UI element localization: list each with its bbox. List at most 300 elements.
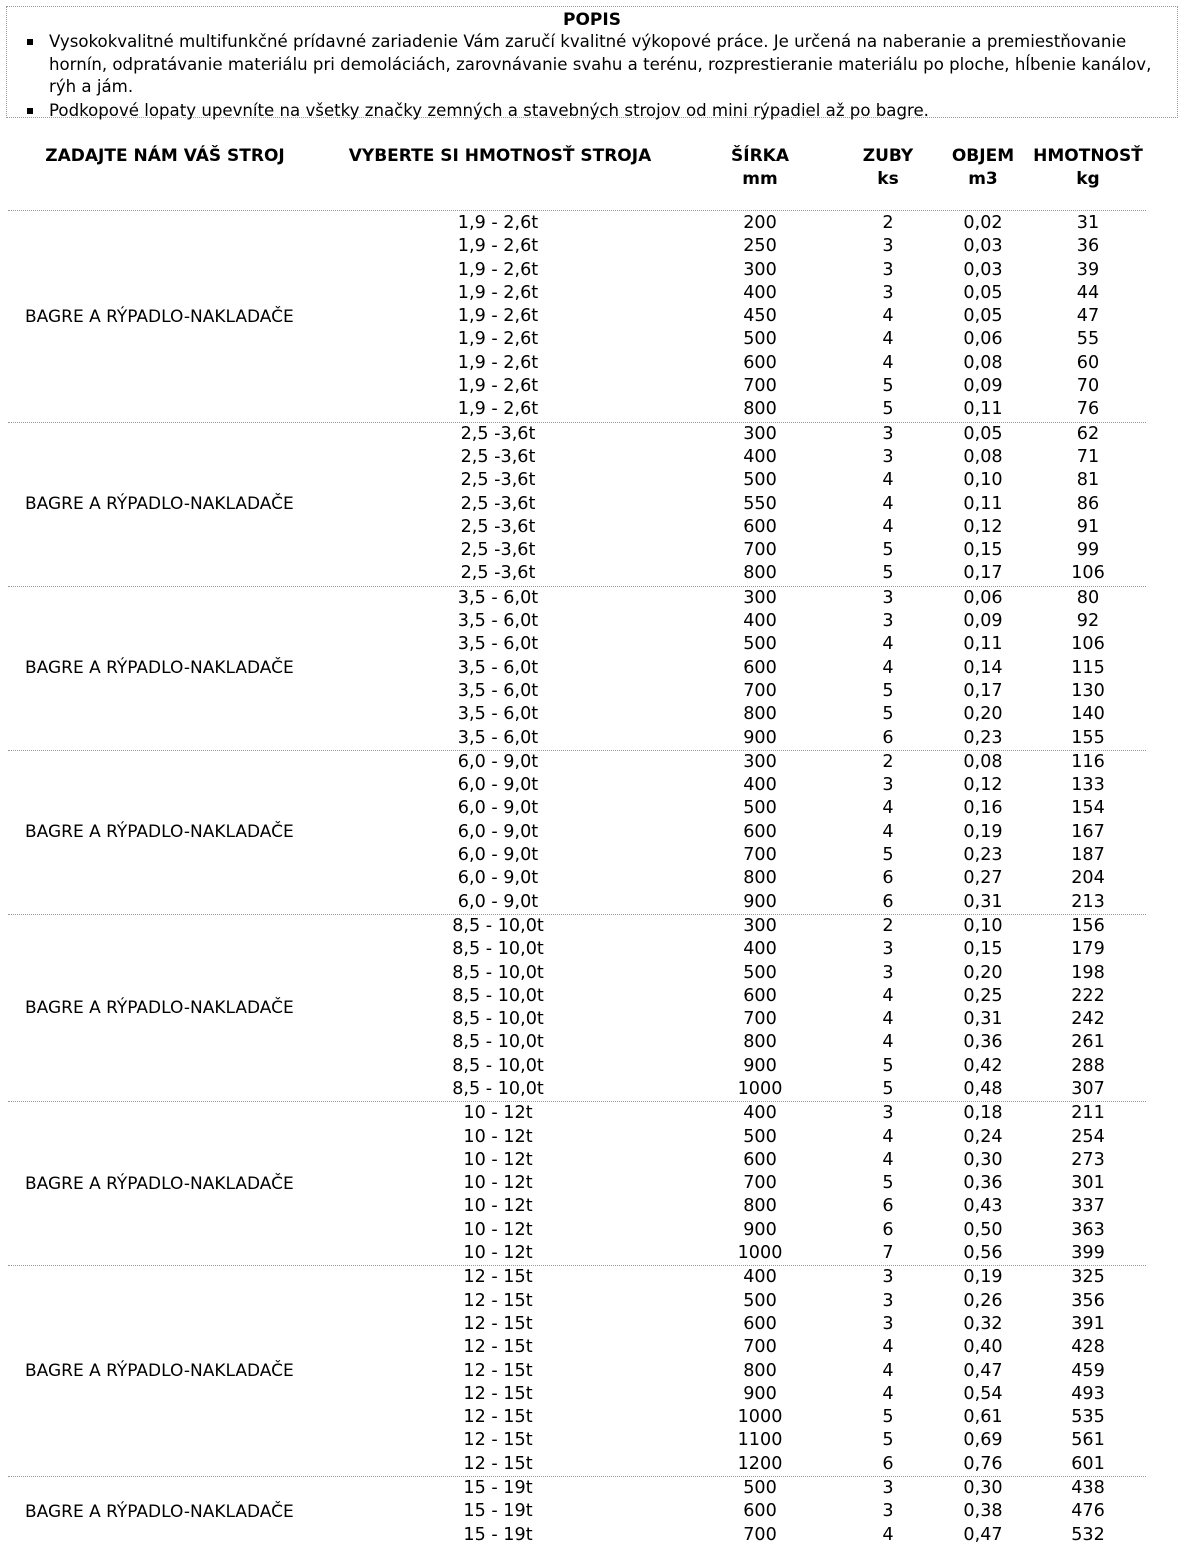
machine-label: BAGRE A RÝPADLO-NAKLADAČE — [25, 1501, 294, 1522]
teeth-cell: 4 — [882, 985, 894, 1006]
table-row — [8, 516, 1146, 539]
table-row — [8, 938, 1146, 961]
teeth-cell: 3 — [882, 1290, 894, 1311]
mass-cell: 106 — [1071, 634, 1105, 655]
table-row — [8, 1102, 1146, 1125]
mass-cell: 438 — [1071, 1478, 1105, 1499]
teeth-cell: 3 — [882, 939, 894, 960]
table-row — [8, 1149, 1146, 1172]
volume-cell: 0,36 — [963, 1032, 1003, 1053]
volume-cell: 0,61 — [963, 1407, 1003, 1428]
weight-cell: 12 - 15t — [463, 1407, 533, 1428]
volume-cell: 0,19 — [963, 1267, 1003, 1288]
volume-cell: 0,42 — [963, 1055, 1003, 1076]
weight-cell: 3,5 - 6,0t — [457, 727, 539, 748]
width-cell: 300 — [743, 259, 777, 280]
weight-cell: 12 - 15t — [463, 1337, 533, 1358]
width-cell: 400 — [743, 282, 777, 303]
volume-cell: 0,31 — [963, 891, 1003, 912]
table-row — [8, 1524, 1146, 1547]
volume-cell: 0,15 — [963, 939, 1003, 960]
mass-cell: 99 — [1076, 540, 1100, 561]
machine-group — [8, 1101, 1146, 1265]
weight-cell: 8,5 - 10,0t — [452, 939, 544, 960]
description-box — [6, 6, 1178, 118]
table-row — [8, 774, 1146, 797]
mass-cell: 532 — [1071, 1524, 1105, 1545]
table-row — [8, 1406, 1146, 1429]
weight-cell: 3,5 - 6,0t — [457, 657, 539, 678]
square-bullet-icon — [27, 39, 33, 45]
teeth-cell: 2 — [882, 915, 894, 936]
teeth-cell: 4 — [882, 1149, 894, 1170]
teeth-cell: 4 — [882, 1360, 894, 1381]
volume-cell: 0,56 — [963, 1243, 1003, 1264]
volume-cell: 0,26 — [963, 1290, 1003, 1311]
volume-cell: 0,05 — [963, 423, 1003, 444]
width-cell: 1100 — [737, 1430, 783, 1451]
mass-cell: 254 — [1071, 1126, 1105, 1147]
teeth-cell: 4 — [882, 798, 894, 819]
volume-cell: 0,12 — [963, 516, 1003, 537]
width-cell: 700 — [743, 1337, 777, 1358]
volume-cell: 0,11 — [963, 634, 1003, 655]
weight-cell: 8,5 - 10,0t — [452, 1009, 544, 1030]
teeth-cell: 4 — [882, 329, 894, 350]
table-row — [8, 915, 1146, 938]
table-row — [8, 352, 1146, 375]
weight-cell: 10 - 12t — [463, 1103, 533, 1124]
volume-cell: 0,03 — [963, 236, 1003, 257]
machine-group — [8, 750, 1146, 914]
table-row — [8, 539, 1146, 562]
weight-cell: 1,9 - 2,6t — [457, 329, 539, 350]
weight-cell: 1,9 - 2,6t — [457, 376, 539, 397]
volume-cell: 0,30 — [963, 1149, 1003, 1170]
volume-cell: 0,50 — [963, 1219, 1003, 1240]
teeth-cell: 5 — [882, 680, 894, 701]
teeth-cell: 4 — [882, 634, 894, 655]
mass-cell: 301 — [1071, 1173, 1105, 1194]
mass-cell: 60 — [1076, 352, 1100, 373]
weight-cell: 6,0 - 9,0t — [457, 798, 539, 819]
width-cell: 800 — [743, 1196, 777, 1217]
teeth-cell: 3 — [882, 1103, 894, 1124]
mass-cell: 130 — [1071, 680, 1105, 701]
teeth-cell: 3 — [882, 236, 894, 257]
weight-cell: 6,0 - 9,0t — [457, 751, 539, 772]
weight-cell: 8,5 - 10,0t — [452, 962, 544, 983]
mass-cell: 106 — [1071, 563, 1105, 584]
volume-cell: 0,43 — [963, 1196, 1003, 1217]
volume-cell: 0,30 — [963, 1478, 1003, 1499]
width-cell: 800 — [743, 399, 777, 420]
width-cell: 800 — [743, 1360, 777, 1381]
table-row — [8, 305, 1146, 328]
teeth-cell: 5 — [882, 1055, 894, 1076]
product-table — [0, 212, 1184, 1547]
table-row — [8, 282, 1146, 305]
width-cell: 1000 — [737, 1078, 783, 1099]
teeth-cell: 5 — [882, 1173, 894, 1194]
teeth-cell: 3 — [882, 611, 894, 632]
machine-group — [8, 212, 1146, 422]
table-row — [8, 727, 1146, 750]
weight-cell: 12 - 15t — [463, 1360, 533, 1381]
table-row — [8, 235, 1146, 258]
table-row — [8, 844, 1146, 867]
header-teeth — [838, 145, 938, 191]
machine-group — [8, 1476, 1146, 1547]
volume-cell: 0,08 — [963, 751, 1003, 772]
mass-cell: 535 — [1071, 1407, 1105, 1428]
teeth-cell: 5 — [882, 1078, 894, 1099]
header-volume-unit: m3 — [968, 169, 998, 189]
width-cell: 600 — [743, 821, 777, 842]
mass-cell: 307 — [1071, 1078, 1105, 1099]
volume-cell: 0,27 — [963, 868, 1003, 889]
description-item — [7, 31, 1177, 99]
width-cell: 600 — [743, 657, 777, 678]
teeth-cell: 4 — [882, 1383, 894, 1404]
width-cell: 900 — [743, 727, 777, 748]
table-row — [8, 1477, 1146, 1500]
header-machine: ZADAJTE NÁM VÁŠ STROJ — [45, 146, 285, 166]
volume-cell: 0,06 — [963, 329, 1003, 350]
mass-cell: 155 — [1071, 727, 1105, 748]
machine-group — [8, 914, 1146, 1101]
teeth-cell: 5 — [882, 1407, 894, 1428]
weight-cell: 6,0 - 9,0t — [457, 821, 539, 842]
mass-cell: 356 — [1071, 1290, 1105, 1311]
volume-cell: 0,08 — [963, 446, 1003, 467]
header-volume — [937, 145, 1029, 191]
volume-cell: 0,25 — [963, 985, 1003, 1006]
table-row — [8, 962, 1146, 985]
teeth-cell: 4 — [882, 657, 894, 678]
teeth-cell: 5 — [882, 376, 894, 397]
width-cell: 400 — [743, 1267, 777, 1288]
header-teeth-label: ZUBY — [862, 146, 914, 166]
teeth-cell: 3 — [882, 775, 894, 796]
teeth-cell: 3 — [882, 1501, 894, 1522]
table-row — [8, 1219, 1146, 1242]
mass-cell: 204 — [1071, 868, 1105, 889]
table-row — [8, 398, 1146, 421]
mass-cell: 31 — [1076, 213, 1100, 233]
teeth-cell: 6 — [882, 1453, 894, 1474]
table-row — [8, 985, 1146, 1008]
mass-cell: 179 — [1071, 939, 1105, 960]
width-cell: 400 — [743, 939, 777, 960]
mass-cell: 81 — [1076, 470, 1100, 491]
weight-cell: 3,5 - 6,0t — [457, 680, 539, 701]
width-cell: 700 — [743, 1009, 777, 1030]
table-row — [8, 610, 1146, 633]
mass-cell: 44 — [1076, 282, 1100, 303]
header-width-label: ŠÍRKA — [731, 146, 789, 166]
width-cell: 700 — [743, 376, 777, 397]
weight-cell: 12 - 15t — [463, 1453, 533, 1474]
square-bullet-icon — [27, 108, 33, 114]
table-row — [8, 1500, 1146, 1523]
mass-cell: 391 — [1071, 1313, 1105, 1334]
weight-cell: 12 - 15t — [463, 1430, 533, 1451]
header-mass — [1030, 145, 1146, 191]
width-cell: 600 — [743, 1149, 777, 1170]
volume-cell: 0,40 — [963, 1337, 1003, 1358]
volume-cell: 0,69 — [963, 1430, 1003, 1451]
volume-cell: 0,12 — [963, 775, 1003, 796]
description-item — [7, 100, 1177, 123]
volume-cell: 0,02 — [963, 213, 1003, 233]
table-row — [8, 493, 1146, 516]
table-row — [8, 1008, 1146, 1031]
weight-cell: 2,5 -3,6t — [460, 470, 536, 491]
mass-cell: 154 — [1071, 798, 1105, 819]
volume-cell: 0,32 — [963, 1313, 1003, 1334]
weight-cell: 10 - 12t — [463, 1196, 533, 1217]
width-cell: 900 — [743, 891, 777, 912]
teeth-cell: 2 — [882, 751, 894, 772]
mass-cell: 211 — [1071, 1103, 1105, 1124]
width-cell: 500 — [743, 470, 777, 491]
width-cell: 600 — [743, 985, 777, 1006]
machine-label: BAGRE A RÝPADLO-NAKLADAČE — [25, 306, 294, 327]
teeth-cell: 3 — [882, 1478, 894, 1499]
volume-cell: 0,47 — [963, 1360, 1003, 1381]
width-cell: 400 — [743, 1103, 777, 1124]
volume-cell: 0,31 — [963, 1009, 1003, 1030]
table-row — [8, 633, 1146, 656]
header-mass-unit: kg — [1076, 169, 1100, 189]
teeth-cell: 4 — [882, 1126, 894, 1147]
weight-cell: 2,5 -3,6t — [460, 540, 536, 561]
weight-cell: 8,5 - 10,0t — [452, 1078, 544, 1099]
mass-cell: 213 — [1071, 891, 1105, 912]
header-mass-label: HMOTNOSŤ — [1033, 146, 1143, 166]
teeth-cell: 5 — [882, 563, 894, 584]
machine-label: BAGRE A RÝPADLO-NAKLADAČE — [25, 998, 294, 1019]
weight-cell: 6,0 - 9,0t — [457, 891, 539, 912]
weight-cell: 1,9 - 2,6t — [457, 352, 539, 373]
mass-cell: 86 — [1076, 493, 1100, 514]
width-cell: 400 — [743, 611, 777, 632]
volume-cell: 0,10 — [963, 470, 1003, 491]
volume-cell: 0,05 — [963, 282, 1003, 303]
teeth-cell: 3 — [882, 962, 894, 983]
mass-cell: 187 — [1071, 845, 1105, 866]
table-row — [8, 657, 1146, 680]
weight-cell: 12 - 15t — [463, 1267, 533, 1288]
mass-cell: 39 — [1076, 259, 1100, 280]
mass-cell: 47 — [1076, 306, 1100, 327]
weight-cell: 3,5 - 6,0t — [457, 704, 539, 725]
teeth-cell: 4 — [882, 1524, 894, 1545]
volume-cell: 0,03 — [963, 259, 1003, 280]
header-teeth-unit: ks — [877, 169, 899, 189]
volume-cell: 0,20 — [963, 704, 1003, 725]
width-cell: 200 — [743, 213, 777, 233]
volume-cell: 0,36 — [963, 1173, 1003, 1194]
mass-cell: 71 — [1076, 446, 1100, 467]
teeth-cell: 7 — [882, 1243, 894, 1264]
teeth-cell: 2 — [882, 213, 894, 233]
teeth-cell: 5 — [882, 845, 894, 866]
width-cell: 250 — [743, 236, 777, 257]
teeth-cell: 6 — [882, 727, 894, 748]
table-row — [8, 680, 1146, 703]
width-cell: 700 — [743, 540, 777, 561]
weight-cell: 1,9 - 2,6t — [457, 213, 539, 233]
volume-cell: 0,19 — [963, 821, 1003, 842]
width-cell: 600 — [743, 516, 777, 537]
machine-label: BAGRE A RÝPADLO-NAKLADAČE — [25, 1361, 294, 1382]
weight-cell: 15 - 19t — [463, 1524, 533, 1545]
mass-cell: 140 — [1071, 704, 1105, 725]
volume-cell: 0,24 — [963, 1126, 1003, 1147]
teeth-cell: 4 — [882, 493, 894, 514]
header-width — [700, 145, 820, 191]
table-row — [8, 562, 1146, 585]
mass-cell: 115 — [1071, 657, 1105, 678]
mass-cell: 288 — [1071, 1055, 1105, 1076]
table-row — [8, 1290, 1146, 1313]
teeth-cell: 6 — [882, 868, 894, 889]
mass-cell: 62 — [1076, 423, 1100, 444]
weight-cell: 8,5 - 10,0t — [452, 1055, 544, 1076]
table-row — [8, 1313, 1146, 1336]
width-cell: 600 — [743, 1501, 777, 1522]
teeth-cell: 3 — [882, 446, 894, 467]
weight-cell: 12 - 15t — [463, 1383, 533, 1404]
width-cell: 800 — [743, 868, 777, 889]
width-cell: 300 — [743, 587, 777, 608]
teeth-cell: 4 — [882, 306, 894, 327]
header-width-unit: mm — [742, 169, 778, 189]
table-row — [8, 703, 1146, 726]
mass-cell: 601 — [1071, 1453, 1105, 1474]
table-row — [8, 259, 1146, 282]
volume-cell: 0,18 — [963, 1103, 1003, 1124]
width-cell: 500 — [743, 329, 777, 350]
table-row — [8, 469, 1146, 492]
table-row — [8, 1172, 1146, 1195]
teeth-cell: 4 — [882, 821, 894, 842]
table-row — [8, 1055, 1146, 1078]
weight-cell: 2,5 -3,6t — [460, 493, 536, 514]
mass-cell: 493 — [1071, 1383, 1105, 1404]
weight-cell: 15 - 19t — [463, 1501, 533, 1522]
mass-cell: 80 — [1076, 587, 1100, 608]
table-row — [8, 1195, 1146, 1218]
table-row — [8, 1126, 1146, 1149]
width-cell: 900 — [743, 1383, 777, 1404]
mass-cell: 91 — [1076, 516, 1100, 537]
volume-cell: 0,11 — [963, 493, 1003, 514]
width-cell: 800 — [743, 1032, 777, 1053]
mass-cell: 36 — [1076, 236, 1100, 257]
table-row — [8, 1266, 1146, 1289]
volume-cell: 0,20 — [963, 962, 1003, 983]
weight-cell: 1,9 - 2,6t — [457, 306, 539, 327]
volume-cell: 0,09 — [963, 376, 1003, 397]
mass-cell: 561 — [1071, 1430, 1105, 1451]
weight-cell: 12 - 15t — [463, 1313, 533, 1334]
table-row — [8, 1242, 1146, 1265]
description-list — [7, 31, 1177, 122]
weight-cell: 8,5 - 10,0t — [452, 915, 544, 936]
table-row — [8, 1336, 1146, 1359]
teeth-cell: 4 — [882, 516, 894, 537]
mass-cell: 273 — [1071, 1149, 1105, 1170]
table-row — [8, 1360, 1146, 1383]
table-row — [8, 1429, 1146, 1452]
volume-cell: 0,09 — [963, 611, 1003, 632]
volume-cell: 0,76 — [963, 1453, 1003, 1474]
teeth-cell: 4 — [882, 352, 894, 373]
teeth-cell: 3 — [882, 259, 894, 280]
width-cell: 800 — [743, 563, 777, 584]
width-cell: 500 — [743, 1478, 777, 1499]
weight-cell: 1,9 - 2,6t — [457, 236, 539, 257]
mass-cell: 55 — [1076, 329, 1100, 350]
teeth-cell: 4 — [882, 470, 894, 491]
mass-cell: 92 — [1076, 611, 1100, 632]
volume-cell: 0,08 — [963, 352, 1003, 373]
width-cell: 300 — [743, 423, 777, 444]
volume-cell: 0,54 — [963, 1383, 1003, 1404]
volume-cell: 0,11 — [963, 399, 1003, 420]
width-cell: 600 — [743, 1313, 777, 1334]
weight-cell: 10 - 12t — [463, 1219, 533, 1240]
volume-cell: 0,23 — [963, 727, 1003, 748]
weight-cell: 6,0 - 9,0t — [457, 868, 539, 889]
weight-cell: 3,5 - 6,0t — [457, 587, 539, 608]
description-text: Vysokokvalitné multifunkčné prídavné zariadenie Vám zaručí kvalitné výkopové práce. Je určená na naberanie a premiestňovanie hornín, odpratávanie materiálu pri demoláciách, zarovnávanie svahu a terénu, rozprestieranie materiálu po ploche, hĺbenie kanálov, rýh a jám. — [49, 32, 1152, 96]
table-row — [8, 1453, 1146, 1476]
description-text: Podkopové lopaty upevníte na všetky značky zemných a stavebných strojov od mini rýpadiel až po bagre. — [49, 100, 929, 120]
width-cell: 800 — [743, 704, 777, 725]
mass-cell: 363 — [1071, 1219, 1105, 1240]
weight-cell: 1,9 - 2,6t — [457, 282, 539, 303]
table-row — [8, 1031, 1146, 1054]
teeth-cell: 4 — [882, 1032, 894, 1053]
width-cell: 1000 — [737, 1243, 783, 1264]
mass-cell: 133 — [1071, 775, 1105, 796]
mass-cell: 156 — [1071, 915, 1105, 936]
mass-cell: 325 — [1071, 1267, 1105, 1288]
mass-cell: 261 — [1071, 1032, 1105, 1053]
weight-cell: 2,5 -3,6t — [460, 423, 536, 444]
machine-group — [8, 422, 1146, 586]
table-row — [8, 375, 1146, 398]
table-row — [8, 797, 1146, 820]
mass-cell: 337 — [1071, 1196, 1105, 1217]
volume-cell: 0,23 — [963, 845, 1003, 866]
width-cell: 400 — [743, 446, 777, 467]
weight-cell: 2,5 -3,6t — [460, 446, 536, 467]
mass-cell: 198 — [1071, 962, 1105, 983]
weight-cell: 10 - 12t — [463, 1149, 533, 1170]
machine-label: BAGRE A RÝPADLO-NAKLADAČE — [25, 822, 294, 843]
table-row — [8, 587, 1146, 610]
table-row — [8, 891, 1146, 914]
width-cell: 600 — [743, 352, 777, 373]
teeth-cell: 4 — [882, 1337, 894, 1358]
width-cell: 550 — [743, 493, 777, 514]
width-cell: 500 — [743, 1290, 777, 1311]
